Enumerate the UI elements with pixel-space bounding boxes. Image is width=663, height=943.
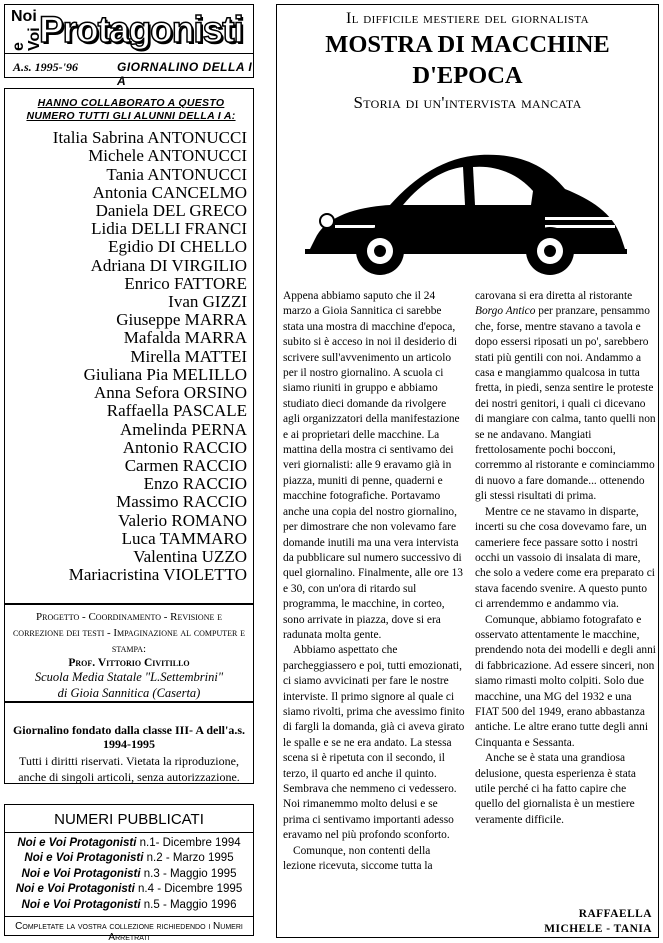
- article-paragraph: Appena abbiamo saputo che il 24 marzo a Gioia Sannitica ci sarebbe stata una mostra di macchine d'epoca, subito si è acceso in noi il desiderio di scrivere sull'avvenimento un articolo per il nostro giornalino. A scuola ci siamo riuniti in gruppo e abbiamo studiato dieci domande da rivolgere agli organizzatori della manifestazione e ai proprietari delle macchine. La mattina della mostra ci sentivamo dei veri giornalisti: alle 9 eravamo già in piazza, muniti di penne, quaderni e macchine fotografiche. Portavamo anche una copia del nostro giornalino, per dimostrare che non volevamo fare domande inutili ma una vera intervista da pubblicare sul numero successivo di quel giornalino. Finalmente, alle ore 13 e 30, con un'ora di ritardo sul programma, le macchine, in corteo, sono arrivate in piazza, dove si era radunata molta gente.: [283, 290, 463, 641]
- contributor-name: Mariacristina VIOLETTO: [68, 565, 247, 585]
- contributor-name: Enrico FATTORE: [124, 273, 247, 293]
- article-signature: [544, 907, 652, 937]
- contributor-name: Luca TAMMARO: [121, 528, 247, 548]
- issue-item: [5, 882, 253, 897]
- article-headline: [277, 29, 658, 91]
- issue-info: n.5 - Maggio 1996: [140, 898, 237, 911]
- headline-line-2: D'EPOCA: [412, 62, 523, 89]
- article-column-left: [283, 289, 465, 899]
- contributors-list: [5, 129, 253, 584]
- article-paragraph: Abbiamo aspettato che parcheggiassero e poi, tutti emozionati, ci siamo avvicinati per fare le nostre interviste. Il primo signore al quale ci siamo rivolti, prima che avessimo finito di fargli la domanda, già ci aveva girato le spalle e se ne era andato. La stessa scena si è ripetuta con il secondo, il terzo, il quarto ed anche il quinto. Sembrava che nemmeno ci vedessero. Noi rimanemmo molto delusi e se prima ci sentivamo importanti adesso eravamo nel più profondo sconforto.: [283, 644, 465, 842]
- article-paragraph: [475, 289, 657, 505]
- car-running-board: [305, 249, 627, 254]
- issues-list: [5, 836, 253, 913]
- contributor-name: Daniela DEL GRECO: [95, 201, 247, 221]
- issues-footer: Completate la vostra collezione richiedendo i Numeri Arretrati: [5, 916, 253, 943]
- contributor-name: Antonia CANCELMO: [92, 182, 247, 202]
- article-paragraph: Anche se è stata una grandiosa delusione, questa esperienza è stata utile perché ci ha fatto capire che quello del giornalista è un mestiere veramente difficile.: [475, 752, 636, 826]
- article-column-right-rest: [475, 505, 657, 829]
- article-paragraph: Comunque, non contenti della lezione ricevuta, siccome tutta la: [283, 844, 433, 873]
- contributor-name: Michele ANTONUCCI: [88, 146, 247, 166]
- issue-item: [5, 898, 253, 913]
- contributor-name: Raffaella PASCALE: [106, 401, 247, 421]
- contributor-name: Mirella MATTEI: [130, 346, 247, 366]
- paragraph-text: carovana si era diretta al ristorante: [475, 290, 633, 302]
- logo-noi: Noi: [11, 8, 37, 25]
- contributor-name: Antonio RACCIO: [122, 437, 247, 457]
- contributor-name: Giuseppe MARRA: [116, 310, 247, 330]
- contributors-heading: HANNO COLLABORATO A QUESTO NUMERO TUTTI GLI ALUNNI DELLA I A:: [26, 97, 236, 123]
- paragraph-text: per pranzare, pensammo che, forse, mentre stavano a tavola e dopo essersi riposati un po', sarebbero stati più gentili con noi. Andammo a casa e mangiammo qualcosa in tutta fretta, in piedi, senza sentire le proteste dei nostri genitori, i quali ci dicevano di mangiare con calma, tanto quelli non se ne andavano. Mangiati frettolosamente pochi bocconi, corremmo al ristorante e cominciammo di nuovo a fare domande... ottenendo gli stessi risultati di prima.: [475, 305, 656, 503]
- restaurant-name: Borgo Antico: [475, 305, 536, 318]
- article-column-right: [475, 289, 657, 899]
- school-year: A.s. 1995-'96: [13, 60, 79, 74]
- rights-notice: Tutti i diritti riservati. Vietata la riproduzione, anche di singoli articoli, senza autorizzazione.: [18, 754, 240, 784]
- foundation-box: [4, 702, 254, 784]
- foundation-heading: Giornalino fondato dalla classe III- A dell'a.s. 1994-1995: [12, 723, 246, 751]
- issue-info: n.1- Dicembre 1994: [136, 837, 241, 849]
- logo-protagonisti: Protagonisti: [39, 9, 243, 50]
- issue-info: n.2 - Marzo 1995: [143, 852, 234, 865]
- contributor-name: Valentina UZZO: [133, 546, 247, 566]
- contributor-name: Egidio DI CHELLO: [108, 237, 247, 257]
- car-stripe-3: [335, 225, 375, 228]
- issue-title: Noi e Voi Protagonisti: [17, 837, 137, 849]
- contributor-name: Amelinda PERNA: [119, 419, 247, 439]
- contributor-name: Mafalda MARRA: [123, 328, 247, 348]
- article-paragraph: Comunque, abbiamo fotografato e osservato attentamente le macchine, prendendo nota dei modelli e degli anni di fabbricazione. Ad essere sinceri, non siamo rimasti molto colpiti. Solo due macchine, una MG del 1932 e una FIAT 500 del 1949, erano abbastanza antiche. Le altre erano tutte degli anni Cinquanta e Sessanta.: [475, 613, 656, 749]
- credits-box: [4, 604, 254, 702]
- contributor-name: Ivan GIZZI: [168, 292, 247, 312]
- headline-line-1: MOSTRA DI MACCHINE: [325, 31, 610, 58]
- issue-title: Noi e Voi Protagonisti: [15, 883, 135, 896]
- contributor-name: Valerio ROMANO: [118, 510, 247, 530]
- issue-title: Noi e Voi Protagonisti: [21, 867, 141, 880]
- logo-evoi: e Voi: [10, 27, 43, 51]
- vintage-car-illustration: [295, 147, 637, 279]
- credits-professor: Prof. Vittorio Civitillo: [68, 657, 190, 669]
- issue-info: n.3 - Maggio 1995: [140, 867, 237, 880]
- contributor-name: Lidia DELLI FRANCI: [91, 219, 247, 239]
- contributor-name: Anna Sefora ORSINO: [94, 383, 247, 403]
- masthead: [4, 4, 254, 88]
- car-stripe-2: [545, 225, 615, 228]
- masthead-subtitle: GIORNALINO DELLA I A: [117, 60, 253, 88]
- issue-item: [5, 867, 253, 882]
- contributor-name: Massimo RACCIO: [116, 492, 247, 512]
- credits-town: di Gioia Sannitica (Caserta): [57, 686, 201, 700]
- credits-roles: Progetto - Coordinamento - Revisione e correzione dei testi - Impaginazione al computer e stampa:: [12, 611, 246, 655]
- contributor-name: Enzo RACCIO: [143, 474, 247, 494]
- article-body: [283, 289, 657, 899]
- signature-line-2: MICHELE - TANIA: [544, 923, 652, 935]
- issue-title: Noi e Voi Protagonisti: [24, 852, 144, 865]
- car-headlamp: [320, 214, 334, 228]
- signature-line-1: RAFFAELLA: [578, 908, 652, 920]
- masthead-divider: [5, 53, 253, 54]
- issues-box: [4, 804, 254, 943]
- article-box: [276, 4, 659, 938]
- article-subhead: Storia di un'intervista mancata: [353, 93, 582, 112]
- contributor-name: Carmen RACCIO: [124, 455, 247, 475]
- issue-item: [5, 836, 253, 851]
- car-stripe-1: [545, 217, 615, 220]
- issue-title: Noi e Voi Protagonisti: [21, 898, 141, 911]
- newspaper-logo: [11, 9, 249, 51]
- contributor-name: Giuliana Pia MELILLO: [83, 364, 247, 384]
- article-paragraph: Mentre ce ne stavamo in disparte, incerti su che cosa dovevamo fare, un cameriere fece passare sotto i nostri occhi un vassoio di insalata di mare, che solo a vedere come era preparato ci stava facendo svenire. A questo punto ci arrendemmo e andammo via.: [475, 505, 655, 611]
- issue-item: [5, 851, 253, 866]
- credits-school: Scuola Media Statale "L.Settembrini": [34, 670, 224, 684]
- issue-info: n.4 - Dicembre 1995: [134, 883, 243, 896]
- article-kicker: Il difficile mestiere del giornalista: [345, 10, 589, 27]
- issues-heading: NUMERI PUBBLICATI: [5, 805, 253, 833]
- contributor-name: Italia Sabrina ANTONUCCI: [52, 128, 247, 148]
- contributors-box: [4, 88, 254, 604]
- contributor-name: Tania ANTONUCCI: [106, 164, 247, 184]
- contributor-name: Adriana DI VIRGILIO: [90, 255, 247, 275]
